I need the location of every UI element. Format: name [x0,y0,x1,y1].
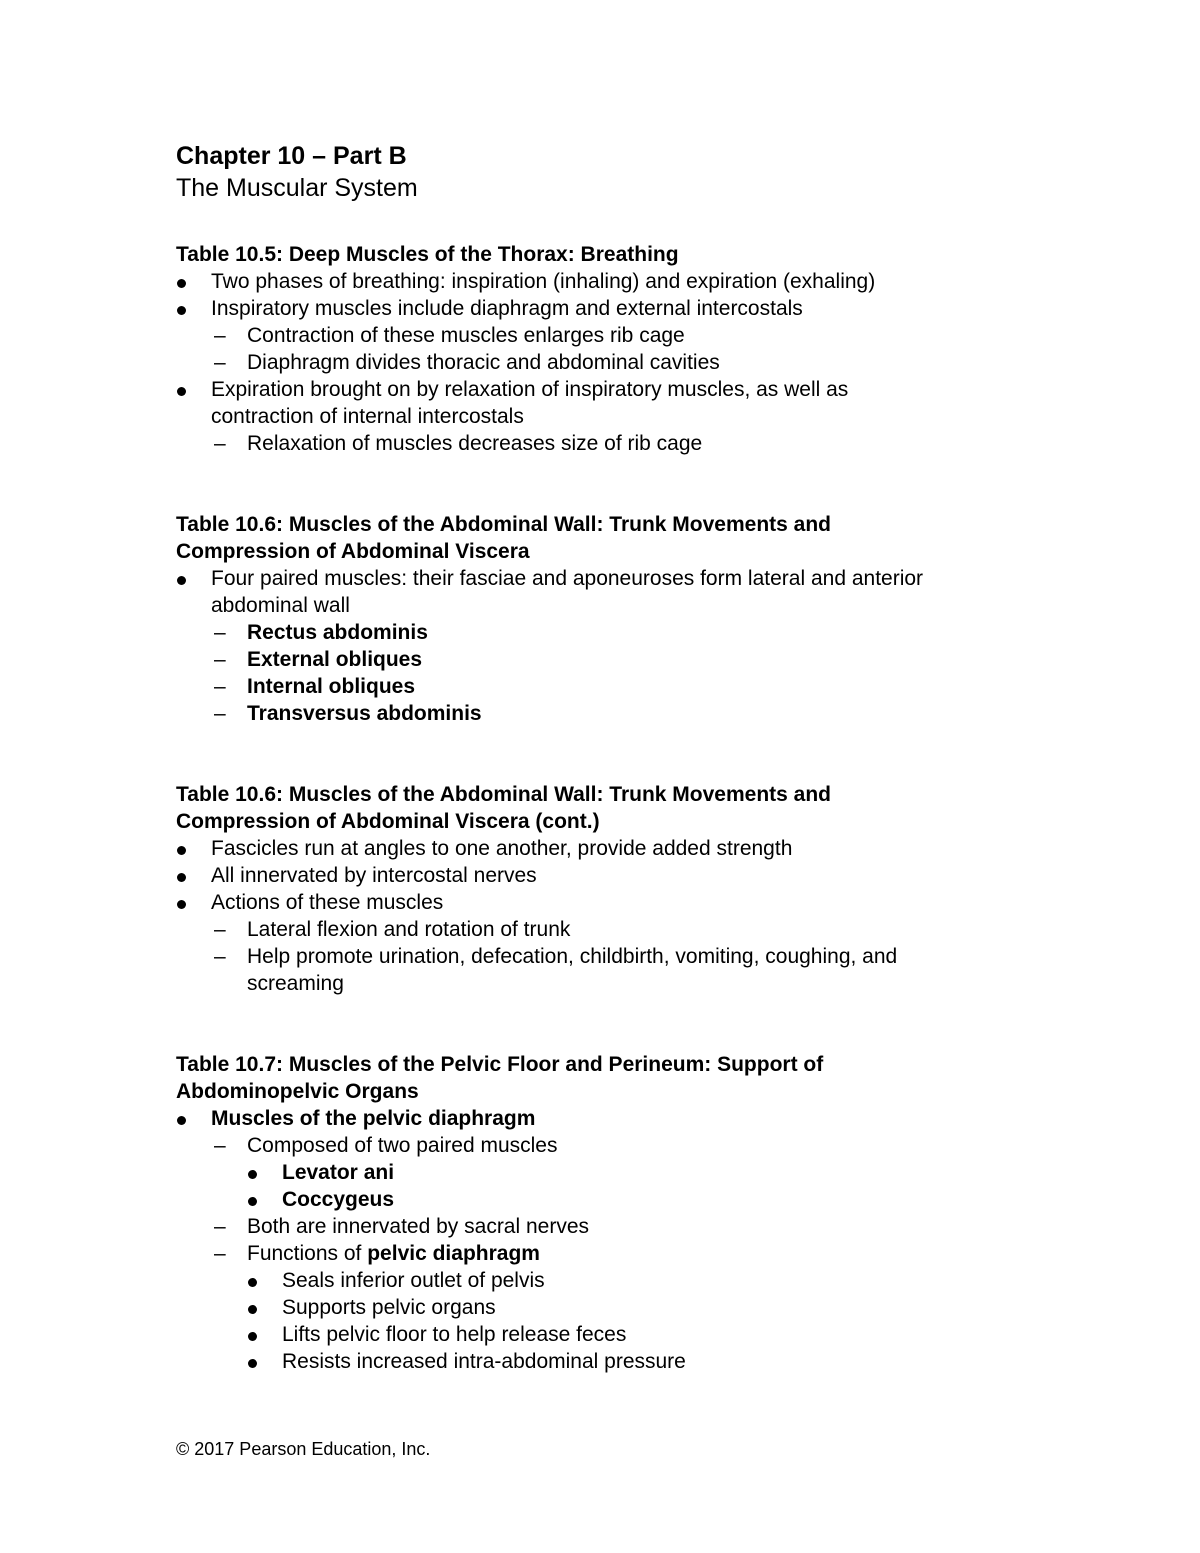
dash-icon: – [214,702,226,725]
bullet-icon [248,1332,257,1341]
list-item-continuation: abdominal wall [211,594,350,617]
list-item: Inspiratory muscles include diaphragm and external intercostals [176,295,1036,322]
list-item: Supports pelvic organs [176,1294,1036,1321]
section-table-10-6 [176,511,1036,727]
list-item-continuation: contraction of internal intercostals [211,405,524,428]
list-item: Levator ani [176,1159,1036,1186]
list-item: Lifts pelvic floor to help release feces [176,1321,1036,1348]
bullet-icon [248,1278,257,1287]
bullet-icon [177,306,186,315]
dash-icon: – [214,621,226,644]
bullet-icon [177,900,186,909]
dash-icon: – [214,918,226,941]
list-item: Expiration brought on by relaxation of inspiratory muscles, as well as [176,376,1036,403]
section-heading: Table 10.5: Deep Muscles of the Thorax: Breathing [176,243,679,266]
list-item: – Rectus abdominis [214,621,428,644]
bullet-icon [177,1116,186,1125]
dash-icon: – [214,648,226,671]
list-item: – Lateral flexion and rotation of trunk [214,918,571,941]
section-heading: Table 10.6: Muscles of the Abdominal Wall: Trunk Movements and [176,783,831,806]
copyright-footer: © 2017 Pearson Education, Inc. [176,1439,431,1459]
dash-icon: – [214,1242,226,1265]
list-item: Actions of these muscles [176,889,1036,916]
dash-icon: – [214,324,226,347]
list-item: – Internal obliques [214,675,416,698]
list-item: – Help promote urination, defecation, childbirth, vomiting, coughing, and [214,945,898,968]
list-item: – Transversus abdominis [214,702,482,725]
dash-icon: – [214,351,226,374]
dash-icon: – [214,675,226,698]
bullet-icon [177,846,186,855]
list-item: Four paired muscles: their fasciae and aponeuroses form lateral and anterior [176,565,1036,592]
bullet-icon [248,1305,257,1314]
section-table-10-6-cont [176,781,1036,997]
list-item: Two phases of breathing: inspiration (inhaling) and expiration (exhaling) [176,268,1036,295]
section-table-10-5 [176,241,1036,457]
list-item: Resists increased intra-abdominal pressure [176,1348,1036,1375]
list-item: – Diaphragm divides thoracic and abdominal cavities [214,351,720,374]
section-heading-line2: Abdominopelvic Organs [176,1080,419,1103]
bullet-icon [177,279,186,288]
bullet-icon [248,1197,257,1206]
list-item: All innervated by intercostal nerves [176,862,1036,889]
dash-icon: – [214,432,226,455]
bullet-icon [248,1359,257,1368]
list-item: – Both are innervated by sacral nerves [214,1215,590,1238]
chapter-title: Chapter 10 – Part B [176,142,407,170]
list-item: – Contraction of these muscles enlarges rib cage [214,324,685,347]
section-heading-line2: Compression of Abdominal Viscera (cont.) [176,810,600,833]
list-item-continuation: screaming [247,972,344,995]
bullet-icon [248,1170,257,1179]
list-item: Coccygeus [176,1186,1036,1213]
section-table-10-7 [176,1051,1036,1375]
chapter-subtitle: The Muscular System [176,174,418,202]
bullet-icon [177,576,186,585]
list-item: – External obliques [214,648,423,671]
bullet-icon [177,873,186,882]
list-item: Muscles of the pelvic diaphragm [176,1105,1036,1132]
list-item: – Functions of pelvic diaphragm [214,1242,540,1265]
section-heading: Table 10.7: Muscles of the Pelvic Floor and Perineum: Support of [176,1053,824,1076]
dash-icon: – [214,1215,226,1238]
list-item: – Relaxation of muscles decreases size of rib cage [214,432,703,455]
list-item: Fascicles run at angles to one another, provide added strength [176,835,1036,862]
dash-icon: – [214,945,226,968]
section-heading-line2: Compression of Abdominal Viscera [176,540,530,563]
list-item: – Composed of two paired muscles [214,1134,558,1157]
list-item: Seals inferior outlet of pelvis [176,1267,1036,1294]
dash-icon: – [214,1134,226,1157]
bullet-icon [177,387,186,396]
section-heading: Table 10.6: Muscles of the Abdominal Wall: Trunk Movements and [176,513,831,536]
document-page [176,140,1036,1375]
